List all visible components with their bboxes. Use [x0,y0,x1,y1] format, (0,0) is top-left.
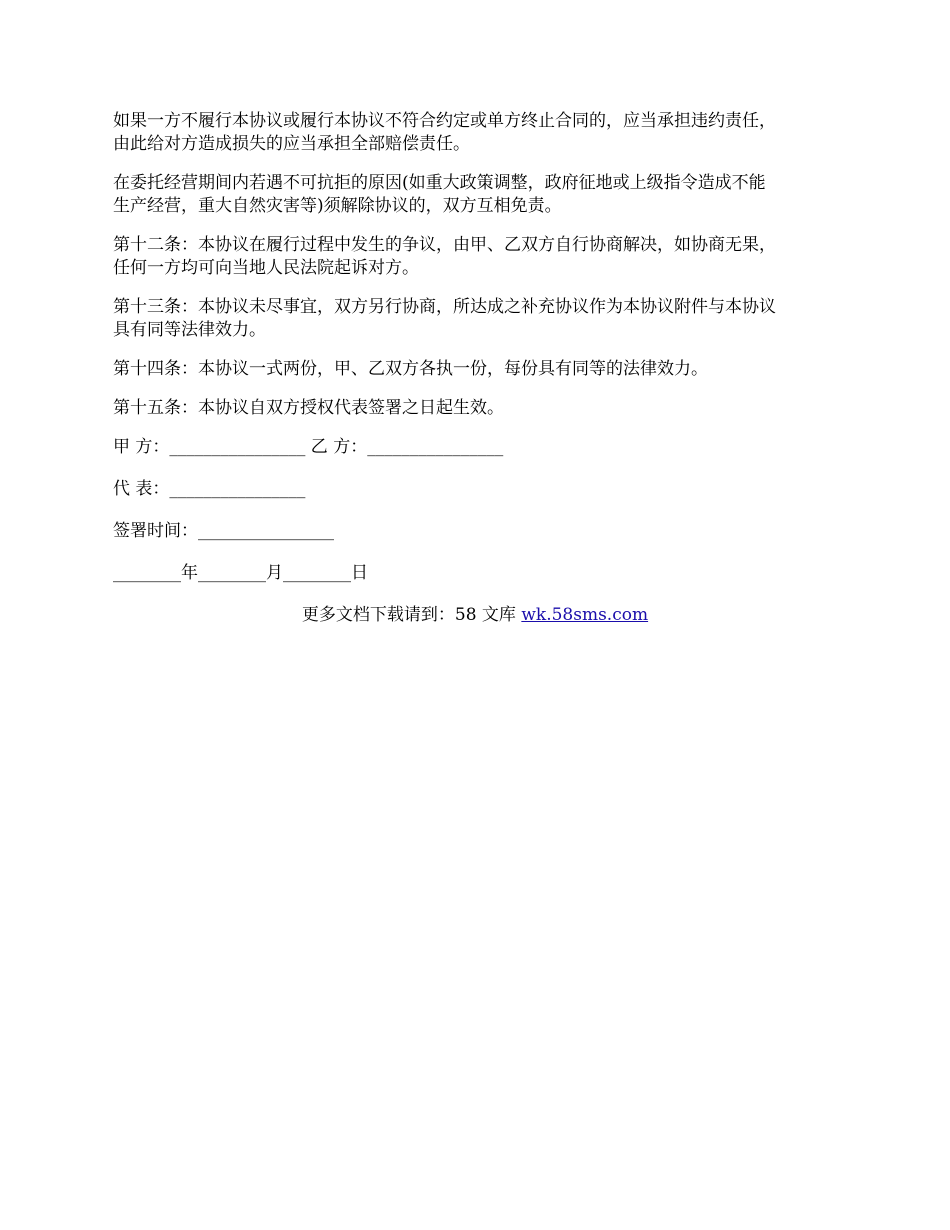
paragraph-line: 任何一方均可向当地人民法院起诉对方。 [113,258,419,278]
paragraph-article-14 [113,358,841,381]
signature-date-line: ________年________月________日 [113,563,368,583]
signature-representative-line: 代 表：________________ [113,479,306,499]
paragraph-article-15 [113,397,841,420]
paragraph-line: 生产经营，重大自然灾害等)须解除协议的，双方互相免责。 [113,196,562,216]
paragraph-line: 如果一方不履行本协议或履行本协议不符合约定或单方终止合同的，应当承担违约责任， [113,111,776,131]
footer-text: 更多文档下载请到：58 文库 [301,605,522,625]
paragraph-line: 第十四条：本协议一式两份，甲、乙双方各执一份，每份具有同等的法律效力。 [113,359,708,379]
signature-party-line: 甲 方：________________ 乙 方：________________ [113,437,504,457]
paragraph-line: 由此给对方造成损失的应当承担全部赔偿责任。 [113,134,470,154]
paragraph-article-13 [113,296,841,342]
paragraph-line: 第十三条：本协议未尽事宜，双方另行协商，所达成之补充协议作为本协议附件与本协议 [113,297,776,317]
signature-time-line: 签署时间：________________ [113,521,334,541]
paragraph-line: 具有同等法律效力。 [113,320,266,340]
download-footer [0,604,950,627]
paragraph-line: 第十五条：本协议自双方授权代表签署之日起生效。 [113,398,504,418]
paragraph-article-12 [113,234,841,280]
document-body [113,110,841,604]
paragraph-breach [113,110,841,156]
paragraph-force-majeure [113,172,841,218]
paragraph-line: 在委托经营期间内若遇不可抗拒的原因(如重大政策调整，政府征地或上级指令造成不能 [113,173,766,193]
footer-link[interactable]: wk.58sms.com [521,605,649,625]
paragraph-line: 第十二条：本协议在履行过程中发生的争议，由甲、乙双方自行协商解决，如协商无果， [113,235,776,255]
